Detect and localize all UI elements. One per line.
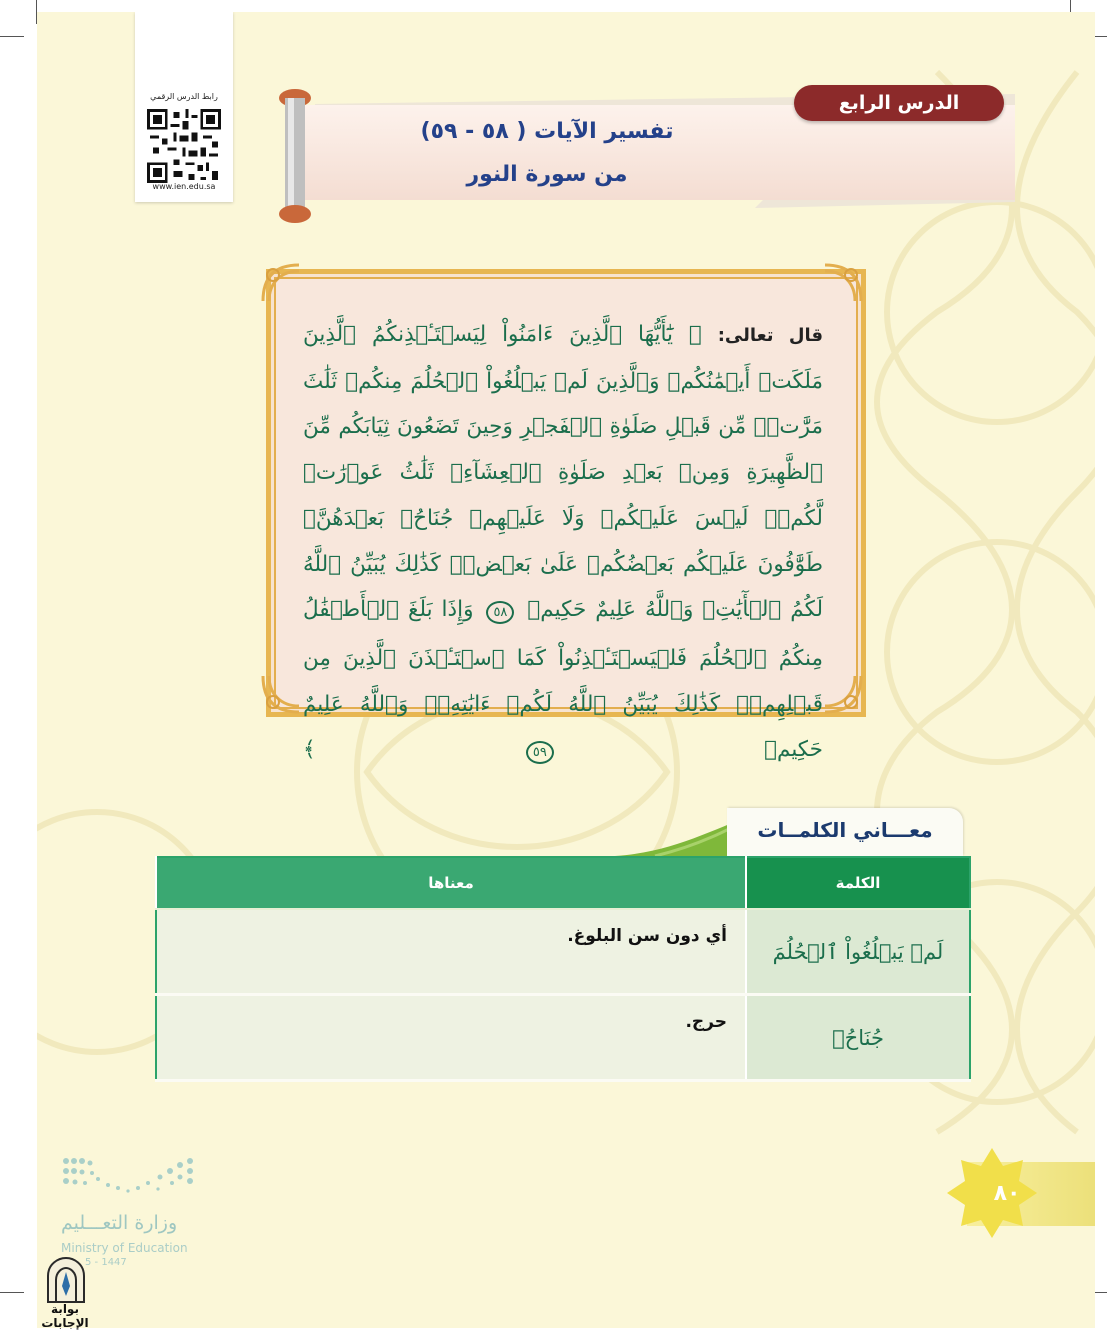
ayah-number-59: ٥٩ — [526, 741, 554, 764]
lesson-subtitle: من سورة النور — [466, 162, 628, 187]
crop-mark — [0, 1292, 24, 1293]
vocab-table — [155, 856, 971, 1082]
table-header-row — [156, 857, 970, 909]
vocab-word: جُنَاحُۢ — [746, 995, 970, 1081]
vocab-title: معـــاني الكلمــات — [757, 818, 933, 842]
ministry-name-ar: وزارة التعـــليم — [61, 1212, 178, 1234]
qr-label: رابط الدرس الرقمي — [150, 92, 218, 101]
verse-close-bracket: ﴾ — [303, 737, 316, 763]
table-row — [156, 909, 970, 995]
watermark-icon — [44, 1256, 88, 1304]
verse-text-58: ﴿ يَٰٓأَيُّهَا ٱلَّذِينَ ءَامَنُواْ لِيَسۡتَـٔۡذِنكُمُ ٱلَّذِينَ مَلَكَتۡ أَيۡمَٰنُكُمۡ وَٱلَّذِينَ لَمۡ يَبۡلُغُواْ ٱلۡحُلُمَ مِنكُمۡ ثَلَٰثَ مَرَّٰتٖۚ مِّن قَبۡلِ صَلَوٰةِ ٱلۡفَجۡرِ وَحِينَ تَضَعُونَ ثِيَابَكُم مِّنَ ٱلظَّهِيرَةِ وَمِنۢ بَعۡدِ صَلَوٰةِ ٱلۡعِشَآءِۚ ثَلَٰثُ عَوۡرَٰتٖ لَّكُمۡۚ لَيۡسَ عَلَيۡكُمۡ وَلَا عَلَيۡهِمۡ جُنَاحُۢ بَعۡدَهُنَّۚ طَوَّٰفُونَ عَلَيۡكُم بَعۡضُكُمۡ عَلَىٰ بَعۡضٖۚ كَذَٰلِكَ يُبَيِّنُ ٱللَّهُ لَكُمُ ٱلۡأٓيَٰتِۗ وَٱللَّهُ عَلِيمٌ حَكِيمٞ — [303, 322, 824, 623]
watermark-text: بوابة الإجابات — [41, 1302, 89, 1330]
quran-verse — [303, 312, 823, 776]
corner-ornament-icon — [821, 672, 865, 716]
verse-intro: قال تعالى: — [717, 325, 823, 346]
crop-mark — [0, 36, 24, 37]
verse-text-59: وَإِذَا بَلَغَ ٱلۡأَطۡفَٰلُ مِنكُمُ ٱلۡحُلُمَ فَلۡيَسۡتَـٔۡذِنُواْ كَمَا ٱسۡتَـٔۡذَنَ ٱلَّذِينَ مِن قَبۡلِهِمۡۚ كَذَٰلِكَ يُبَيِّنُ ٱللَّهُ لَكُمۡ ءَايَٰتِهِۦۗ وَٱللَّهُ عَلِيمٌ حَكِيمٞ — [303, 597, 823, 763]
ayah-number-58: ٥٨ — [486, 601, 514, 624]
scroll-rod-icon — [277, 86, 313, 226]
book-page — [37, 12, 1095, 1328]
corner-ornament-icon — [259, 672, 303, 716]
vocab-word: لَمۡ يَبۡلُغُواْ ٱلۡحُلُمَ — [746, 909, 970, 995]
ministry-name-en: Ministry of Education — [61, 1241, 188, 1255]
qr-card[interactable] — [135, 12, 233, 202]
ministry-logo-icon — [62, 1155, 197, 1200]
word-column-header: الكلمة — [746, 857, 970, 909]
qr-url[interactable]: www.ien.edu.sa — [152, 182, 216, 191]
meaning-column-header: معناها — [156, 857, 746, 909]
vocab-meaning: أي دون سن البلوغ. — [156, 909, 746, 995]
page-number: ٨٠ — [993, 1181, 1021, 1206]
qr-code-icon[interactable] — [147, 109, 221, 183]
corner-ornament-icon — [259, 261, 303, 305]
ministry-year: 5 - 1447 — [85, 1257, 127, 1268]
lesson-badge: الدرس الرابع — [794, 85, 1004, 121]
corner-ornament-icon — [821, 261, 865, 305]
vocab-meaning: حرج. — [156, 995, 746, 1081]
table-row — [156, 995, 970, 1081]
lesson-title: تفسير الآيات ( ٥٨ - ٥٩) — [420, 119, 674, 144]
